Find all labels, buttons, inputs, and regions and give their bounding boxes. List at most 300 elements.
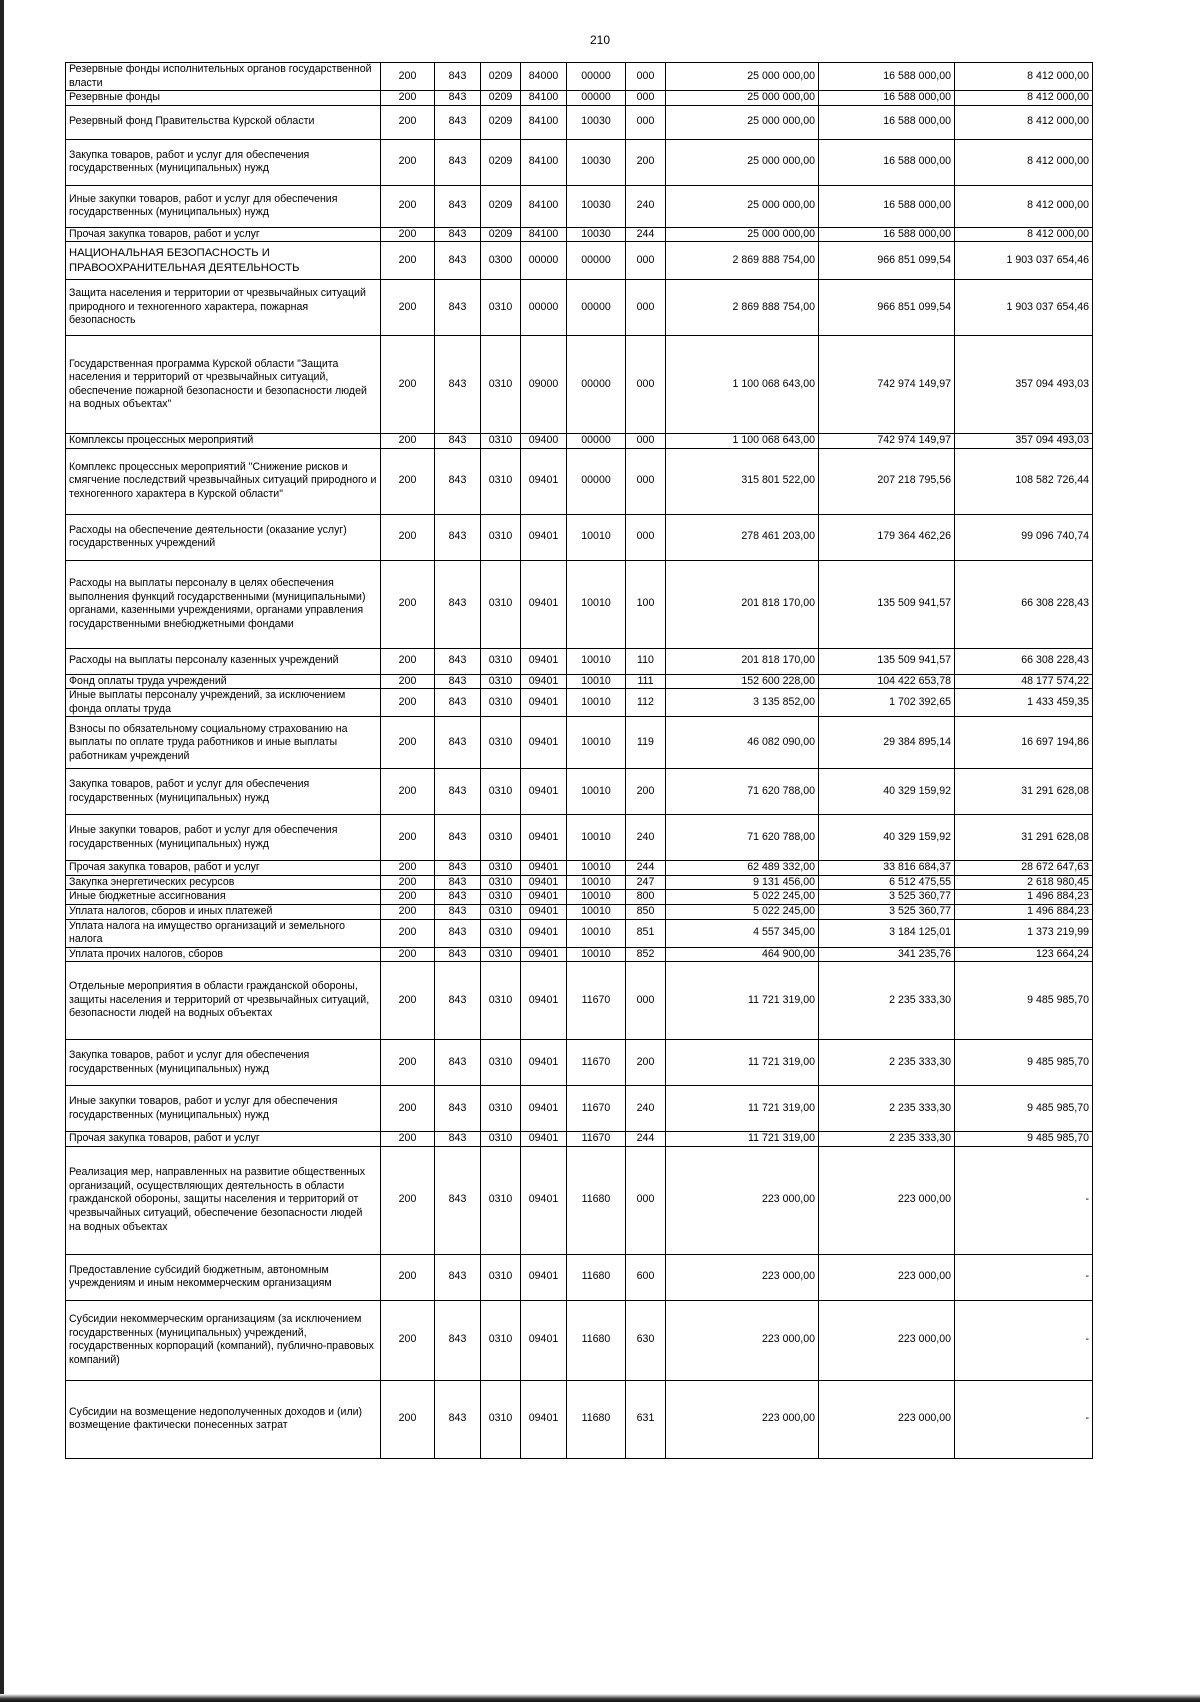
sum-executed: 40 329 159,92 [819, 769, 955, 815]
sum-planned: 223 000,00 [666, 1146, 819, 1254]
row-name: Комплекс процессных мероприятий "Снижение рисков и смягчение последствий чрезвычайных ситуаций природного и техногенного характера в Курской области" [66, 448, 381, 514]
ministry-code: 843 [435, 336, 481, 434]
sum-remaining: 48 177 574,22 [955, 674, 1093, 689]
sum-planned: 223 000,00 [666, 1380, 819, 1458]
sum-remaining: 31 291 628,08 [955, 769, 1093, 815]
ministry-code: 843 [435, 648, 481, 674]
admin-code: 200 [381, 1146, 435, 1254]
table-row [66, 280, 1093, 336]
ministry-code: 843 [435, 717, 481, 769]
sum-executed: 223 000,00 [819, 1254, 955, 1300]
row-name: Предоставление субсидий бюджетным, автономным учреждениям и иным некоммерческим организациям [66, 1254, 381, 1300]
sum-executed: 40 329 159,92 [819, 815, 955, 861]
expense-type-code: 119 [626, 717, 666, 769]
sum-executed: 2 235 333,30 [819, 962, 955, 1040]
table-row [66, 919, 1093, 947]
row-name: Резервный фонд Правительства Курской области [66, 105, 381, 139]
direction-code: 10010 [567, 674, 626, 689]
sum-remaining: 357 094 493,03 [955, 434, 1093, 449]
sum-planned: 201 818 170,00 [666, 648, 819, 674]
section-code: 0310 [481, 769, 521, 815]
sum-planned: 5 022 245,00 [666, 905, 819, 920]
expense-type-code: 630 [626, 1300, 666, 1380]
sum-planned: 25 000 000,00 [666, 185, 819, 227]
section-code: 0310 [481, 560, 521, 648]
admin-code: 200 [381, 815, 435, 861]
direction-code: 11680 [567, 1380, 626, 1458]
program-code: 09401 [521, 560, 567, 648]
expense-type-code: 631 [626, 1380, 666, 1458]
sum-remaining: 1 903 037 654,46 [955, 280, 1093, 336]
ministry-code: 843 [435, 890, 481, 905]
sum-executed: 223 000,00 [819, 1380, 955, 1458]
ministry-code: 843 [435, 91, 481, 106]
table-row [66, 1040, 1093, 1086]
sum-executed: 966 851 099,54 [819, 242, 955, 280]
row-name: Закупка товаров, работ и услуг для обеспечения государственных (муниципальных) нужд [66, 1040, 381, 1086]
sum-remaining: 1 903 037 654,46 [955, 242, 1093, 280]
row-name: Иные бюджетные ассигнования [66, 890, 381, 905]
expense-type-code: 240 [626, 185, 666, 227]
sum-planned: 223 000,00 [666, 1300, 819, 1380]
ministry-code: 843 [435, 448, 481, 514]
admin-code: 200 [381, 648, 435, 674]
table-row [66, 448, 1093, 514]
program-code: 09401 [521, 514, 567, 560]
program-code: 09401 [521, 1254, 567, 1300]
section-code: 0209 [481, 139, 521, 185]
program-code: 09000 [521, 336, 567, 434]
sum-planned: 11 721 319,00 [666, 1040, 819, 1086]
admin-code: 200 [381, 674, 435, 689]
direction-code: 11670 [567, 962, 626, 1040]
sum-executed: 135 509 941,57 [819, 560, 955, 648]
program-code: 09401 [521, 769, 567, 815]
expense-type-code: 000 [626, 448, 666, 514]
direction-code: 11680 [567, 1254, 626, 1300]
sum-planned: 5 022 245,00 [666, 890, 819, 905]
sum-remaining: 9 485 985,70 [955, 1040, 1093, 1086]
expense-type-code: 240 [626, 815, 666, 861]
admin-code: 200 [381, 185, 435, 227]
direction-code: 00000 [567, 280, 626, 336]
sum-planned: 315 801 522,00 [666, 448, 819, 514]
program-code: 84100 [521, 227, 567, 242]
sum-executed: 2 235 333,30 [819, 1040, 955, 1086]
ministry-code: 843 [435, 63, 481, 91]
ministry-code: 843 [435, 434, 481, 449]
expense-type-code: 850 [626, 905, 666, 920]
section-code: 0310 [481, 448, 521, 514]
sum-remaining: 8 412 000,00 [955, 91, 1093, 106]
row-name: Взносы по обязательному социальному страхованию на выплаты по оплате труда работников и иные выплаты работникам учреждений [66, 717, 381, 769]
direction-code: 10010 [567, 890, 626, 905]
section-code: 0310 [481, 962, 521, 1040]
section-code: 0310 [481, 1040, 521, 1086]
ministry-code: 843 [435, 1380, 481, 1458]
row-name: Иные закупки товаров, работ и услуг для обеспечения государственных (муниципальных) нужд [66, 815, 381, 861]
admin-code: 200 [381, 875, 435, 890]
table-row [66, 514, 1093, 560]
program-code: 09401 [521, 905, 567, 920]
admin-code: 200 [381, 1254, 435, 1300]
sum-executed: 16 588 000,00 [819, 227, 955, 242]
sum-remaining: 31 291 628,08 [955, 815, 1093, 861]
sum-executed: 6 512 475,55 [819, 875, 955, 890]
sum-remaining: 1 496 884,23 [955, 905, 1093, 920]
expense-type-code: 200 [626, 1040, 666, 1086]
expense-type-code: 200 [626, 769, 666, 815]
direction-code: 10010 [567, 560, 626, 648]
direction-code: 10010 [567, 769, 626, 815]
table-row [66, 815, 1093, 861]
table-row [66, 91, 1093, 106]
sum-remaining: 16 697 194,86 [955, 717, 1093, 769]
sum-planned: 11 721 319,00 [666, 1086, 819, 1132]
program-code: 09401 [521, 890, 567, 905]
admin-code: 200 [381, 560, 435, 648]
ministry-code: 843 [435, 769, 481, 815]
section-code: 0310 [481, 919, 521, 947]
table-row [66, 227, 1093, 242]
sum-remaining: 8 412 000,00 [955, 105, 1093, 139]
program-code: 00000 [521, 280, 567, 336]
sum-executed: 3 184 125,01 [819, 919, 955, 947]
program-code: 09401 [521, 962, 567, 1040]
admin-code: 200 [381, 63, 435, 91]
section-code: 0209 [481, 227, 521, 242]
sum-executed: 2 235 333,30 [819, 1086, 955, 1132]
table-row [66, 648, 1093, 674]
direction-code: 10010 [567, 905, 626, 920]
admin-code: 200 [381, 1380, 435, 1458]
sum-executed: 16 588 000,00 [819, 91, 955, 106]
table-row [66, 861, 1093, 876]
sum-planned: 223 000,00 [666, 1254, 819, 1300]
row-name: Закупка энергетических ресурсов [66, 875, 381, 890]
row-name: Иные закупки товаров, работ и услуг для обеспечения государственных (муниципальных) нужд [66, 185, 381, 227]
program-code: 09401 [521, 815, 567, 861]
ministry-code: 843 [435, 875, 481, 890]
sum-remaining: 66 308 228,43 [955, 560, 1093, 648]
sum-remaining: 9 485 985,70 [955, 962, 1093, 1040]
section-code: 0310 [481, 905, 521, 920]
sum-planned: 11 721 319,00 [666, 962, 819, 1040]
program-code: 09401 [521, 1040, 567, 1086]
section-code: 0310 [481, 1380, 521, 1458]
program-code: 09401 [521, 919, 567, 947]
program-code: 09401 [521, 1132, 567, 1147]
direction-code: 10010 [567, 875, 626, 890]
row-name: Закупка товаров, работ и услуг для обеспечения государственных (муниципальных) нужд [66, 769, 381, 815]
admin-code: 200 [381, 280, 435, 336]
ministry-code: 843 [435, 861, 481, 876]
sum-planned: 1 100 068 643,00 [666, 434, 819, 449]
table-row [66, 890, 1093, 905]
sum-executed: 341 235,76 [819, 947, 955, 962]
admin-code: 200 [381, 689, 435, 717]
table-row [66, 769, 1093, 815]
sum-planned: 3 135 852,00 [666, 689, 819, 717]
table-row [66, 947, 1093, 962]
page-number: 210 [589, 33, 611, 47]
row-name: Уплата прочих налогов, сборов [66, 947, 381, 962]
sum-executed: 16 588 000,00 [819, 105, 955, 139]
section-code: 0310 [481, 815, 521, 861]
program-code: 09401 [521, 717, 567, 769]
program-code: 09401 [521, 689, 567, 717]
admin-code: 200 [381, 905, 435, 920]
admin-code: 200 [381, 139, 435, 185]
section-code: 0310 [481, 689, 521, 717]
expense-type-code: 244 [626, 227, 666, 242]
admin-code: 200 [381, 919, 435, 947]
program-code: 09401 [521, 674, 567, 689]
admin-code: 200 [381, 861, 435, 876]
program-code: 09401 [521, 1146, 567, 1254]
sum-remaining: - [955, 1300, 1093, 1380]
program-code: 84100 [521, 185, 567, 227]
program-code: 84000 [521, 63, 567, 91]
row-name: НАЦИОНАЛЬНАЯ БЕЗОПАСНОСТЬ И ПРАВООХРАНИТЕЛЬНАЯ ДЕЯТЕЛЬНОСТЬ [66, 242, 381, 280]
sum-planned: 4 557 345,00 [666, 919, 819, 947]
section-code: 0310 [481, 514, 521, 560]
admin-code: 200 [381, 242, 435, 280]
ministry-code: 843 [435, 185, 481, 227]
section-code: 0310 [481, 717, 521, 769]
admin-code: 200 [381, 514, 435, 560]
sum-remaining: 8 412 000,00 [955, 139, 1093, 185]
admin-code: 200 [381, 105, 435, 139]
sum-executed: 223 000,00 [819, 1146, 955, 1254]
sum-remaining: 1 373 219,99 [955, 919, 1093, 947]
sum-remaining: 8 412 000,00 [955, 63, 1093, 91]
row-name: Защита населения и территории от чрезвычайных ситуаций природного и техногенного характера, пожарная безопасность [66, 280, 381, 336]
direction-code: 00000 [567, 63, 626, 91]
sum-planned: 71 620 788,00 [666, 815, 819, 861]
expense-type-code: 852 [626, 947, 666, 962]
expense-type-code: 000 [626, 63, 666, 91]
ministry-code: 843 [435, 919, 481, 947]
section-code: 0209 [481, 185, 521, 227]
sum-remaining: 1 496 884,23 [955, 890, 1093, 905]
expense-type-code: 600 [626, 1254, 666, 1300]
section-code: 0310 [481, 1254, 521, 1300]
table-row [66, 1254, 1093, 1300]
row-name: Резервные фонды [66, 91, 381, 106]
row-name: Резервные фонды исполнительных органов государственной власти [66, 63, 381, 91]
expense-type-code: 000 [626, 514, 666, 560]
direction-code: 10010 [567, 648, 626, 674]
sum-planned: 2 869 888 754,00 [666, 242, 819, 280]
sum-executed: 135 509 941,57 [819, 648, 955, 674]
expense-type-code: 000 [626, 1146, 666, 1254]
table-row [66, 63, 1093, 91]
admin-code: 200 [381, 947, 435, 962]
sum-executed: 223 000,00 [819, 1300, 955, 1380]
table-row [66, 1300, 1093, 1380]
expense-type-code: 110 [626, 648, 666, 674]
program-code: 09401 [521, 448, 567, 514]
direction-code: 00000 [567, 448, 626, 514]
table-row [66, 905, 1093, 920]
sum-remaining: - [955, 1254, 1093, 1300]
table-row [66, 434, 1093, 449]
program-code: 84100 [521, 105, 567, 139]
sum-remaining: 9 485 985,70 [955, 1086, 1093, 1132]
admin-code: 200 [381, 769, 435, 815]
sum-executed: 3 525 360,77 [819, 890, 955, 905]
program-code: 09401 [521, 947, 567, 962]
ministry-code: 843 [435, 1132, 481, 1147]
section-code: 0310 [481, 280, 521, 336]
admin-code: 200 [381, 434, 435, 449]
row-name: Прочая закупка товаров, работ и услуг [66, 227, 381, 242]
expense-type-code: 244 [626, 1132, 666, 1147]
admin-code: 200 [381, 1300, 435, 1380]
section-code: 0310 [481, 1132, 521, 1147]
sum-remaining: 99 096 740,74 [955, 514, 1093, 560]
sum-executed: 16 588 000,00 [819, 185, 955, 227]
direction-code: 10010 [567, 947, 626, 962]
admin-code: 200 [381, 227, 435, 242]
ministry-code: 843 [435, 674, 481, 689]
sum-planned: 2 869 888 754,00 [666, 280, 819, 336]
admin-code: 200 [381, 962, 435, 1040]
row-name: Расходы на обеспечение деятельности (оказание услуг) государственных учреждений [66, 514, 381, 560]
admin-code: 200 [381, 448, 435, 514]
section-code: 0310 [481, 875, 521, 890]
row-name: Иные закупки товаров, работ и услуг для обеспечения государственных (муниципальных) нужд [66, 1086, 381, 1132]
direction-code: 10010 [567, 689, 626, 717]
table-row [66, 674, 1093, 689]
sum-remaining: - [955, 1380, 1093, 1458]
sum-planned: 25 000 000,00 [666, 105, 819, 139]
table-row [66, 875, 1093, 890]
row-name: Расходы на выплаты персоналу в целях обеспечения выполнения функций государственными (муниципальными) органами, казенными учреждениями, органами управления государственными внебюджетными фондами [66, 560, 381, 648]
table-row [66, 139, 1093, 185]
direction-code: 10030 [567, 227, 626, 242]
section-code: 0310 [481, 1300, 521, 1380]
section-code: 0310 [481, 890, 521, 905]
section-code: 0209 [481, 91, 521, 106]
sum-remaining: 357 094 493,03 [955, 336, 1093, 434]
sum-remaining: 8 412 000,00 [955, 185, 1093, 227]
table-row [66, 336, 1093, 434]
direction-code: 11670 [567, 1040, 626, 1086]
ministry-code: 843 [435, 1040, 481, 1086]
table-row [66, 242, 1093, 280]
row-name: Государственная программа Курской области "Защита населения и территорий от чрезвычайных ситуаций, обеспечение пожарной безопасности и безопасности людей на водных объектах" [66, 336, 381, 434]
sum-planned: 11 721 319,00 [666, 1132, 819, 1147]
program-code: 00000 [521, 242, 567, 280]
sum-executed: 33 816 684,37 [819, 861, 955, 876]
ministry-code: 843 [435, 962, 481, 1040]
ministry-code: 843 [435, 242, 481, 280]
section-code: 0310 [481, 648, 521, 674]
admin-code: 200 [381, 1086, 435, 1132]
expense-type-code: 244 [626, 861, 666, 876]
sum-executed: 966 851 099,54 [819, 280, 955, 336]
expense-type-code: 200 [626, 139, 666, 185]
sum-executed: 29 384 895,14 [819, 717, 955, 769]
ministry-code: 843 [435, 514, 481, 560]
section-code: 0310 [481, 1086, 521, 1132]
sum-remaining: 8 412 000,00 [955, 227, 1093, 242]
ministry-code: 843 [435, 560, 481, 648]
ministry-code: 843 [435, 1086, 481, 1132]
direction-code: 11680 [567, 1146, 626, 1254]
direction-code: 11680 [567, 1300, 626, 1380]
direction-code: 10010 [567, 815, 626, 861]
expense-type-code: 247 [626, 875, 666, 890]
table-row [66, 689, 1093, 717]
sum-executed: 742 974 149,97 [819, 434, 955, 449]
section-code: 0310 [481, 1146, 521, 1254]
ministry-code: 843 [435, 905, 481, 920]
direction-code: 10010 [567, 861, 626, 876]
sum-planned: 9 131 456,00 [666, 875, 819, 890]
table-row [66, 1380, 1093, 1458]
row-name: Прочая закупка товаров, работ и услуг [66, 1132, 381, 1147]
admin-code: 200 [381, 890, 435, 905]
sum-remaining: - [955, 1146, 1093, 1254]
budget-table [65, 62, 1093, 1459]
sum-remaining: 66 308 228,43 [955, 648, 1093, 674]
expense-type-code: 100 [626, 560, 666, 648]
expense-type-code: 800 [626, 890, 666, 905]
row-name: Фонд оплаты труда учреждений [66, 674, 381, 689]
program-code: 09401 [521, 648, 567, 674]
sum-remaining: 9 485 985,70 [955, 1132, 1093, 1147]
direction-code: 10010 [567, 717, 626, 769]
table-row [66, 717, 1093, 769]
direction-code: 10010 [567, 514, 626, 560]
ministry-code: 843 [435, 1146, 481, 1254]
row-name: Расходы на выплаты персоналу казенных учреждений [66, 648, 381, 674]
table-row [66, 1146, 1093, 1254]
direction-code: 00000 [567, 91, 626, 106]
expense-type-code: 000 [626, 91, 666, 106]
direction-code: 00000 [567, 336, 626, 434]
admin-code: 200 [381, 1132, 435, 1147]
sum-remaining: 108 582 726,44 [955, 448, 1093, 514]
section-code: 0310 [481, 674, 521, 689]
ministry-code: 843 [435, 139, 481, 185]
direction-code: 00000 [567, 242, 626, 280]
sum-planned: 25 000 000,00 [666, 139, 819, 185]
expense-type-code: 000 [626, 434, 666, 449]
ministry-code: 843 [435, 280, 481, 336]
expense-type-code: 240 [626, 1086, 666, 1132]
sum-executed: 16 588 000,00 [819, 63, 955, 91]
sum-executed: 16 588 000,00 [819, 139, 955, 185]
section-code: 0300 [481, 242, 521, 280]
sum-planned: 25 000 000,00 [666, 91, 819, 106]
row-name: Отдельные мероприятия в области гражданской обороны, защиты населения и территорий от чрезвычайных ситуаций, безопасности людей на водных объектах [66, 962, 381, 1040]
ministry-code: 843 [435, 227, 481, 242]
expense-type-code: 851 [626, 919, 666, 947]
section-code: 0209 [481, 105, 521, 139]
ministry-code: 843 [435, 815, 481, 861]
program-code: 09401 [521, 1380, 567, 1458]
row-name: Прочая закупка товаров, работ и услуг [66, 861, 381, 876]
sum-executed: 3 525 360,77 [819, 905, 955, 920]
row-name: Субсидии на возмещение недополученных доходов и (или) возмещение фактически понесенных затрат [66, 1380, 381, 1458]
admin-code: 200 [381, 1040, 435, 1086]
sum-planned: 25 000 000,00 [666, 227, 819, 242]
direction-code: 10010 [567, 919, 626, 947]
